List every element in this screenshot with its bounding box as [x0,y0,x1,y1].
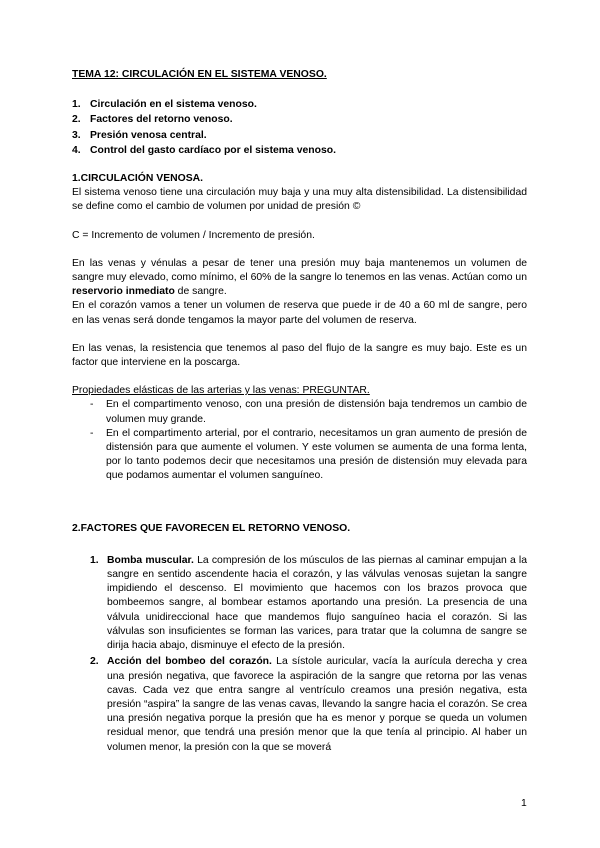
dash-marker: - [90,427,94,439]
toc-number: 1. [72,99,81,111]
toc-number: 3. [72,129,81,141]
toc-number: 2. [72,114,81,126]
toc-item [72,144,527,158]
factors-list [72,554,527,755]
bullet-item [72,427,527,484]
section-heading: 2.FACTORES QUE FAVORECEN EL RETORNO VENOSO. [72,522,351,534]
toc-item [72,129,527,143]
bullet-text: En el compartimento venoso, con una presión de distensión baja tendremos un cambio de volumen muy grande. [106,399,527,425]
page-title: TEMA 12: CIRCULACIÓN EN EL SISTEMA VENOSO. [72,69,327,80]
subheading: Propiedades elásticas de las arterias y las venas: PREGUNTAR. [72,385,370,397]
section-heading: 1.CIRCULACIÓN VENOSA. [72,173,204,185]
item-text: La sístole auricular, vacía la aurícula derecha y crea una presión negativa, que favorece la aspiración de la sangre que retorna por las venas cavas. Cada vez que entra sangre al ventrículo creamos una presión negativa, esta presión “aspira” la sangre de las venas cavas, llevando la sangre hacia el corazón. Se crea una presión negativa porque la presión que ha es menor y porque se queda un volumen residual menor, que tendrá una presión menor que la que tenía al principio. Al haber un volumen menor, la presión con la que se moverá [107,656,527,753]
dash-marker: - [90,399,94,411]
paragraph: El sistema venoso tiene una circulación muy baja y una muy alta distensibilidad. La distensibilidad se define como el cambio de volumen por unidad de presión © [72,187,527,213]
table-of-contents [72,98,527,158]
list-item [72,655,527,754]
toc-text: Presión venosa central. [90,129,207,141]
paragraph-text: En las venas y vénulas a pesar de tener una presión muy baja mantenemos un volumen de sangre muy elevado, como mínimo, el 60% de la sangre lo tenemos en las venas. Actúan como un [72,257,527,284]
item-number: 1. [90,554,99,566]
toc-item [72,113,527,127]
toc-number: 4. [72,144,81,156]
bullet-text: En el compartimento arterial, por el contrario, necesitamos un gran aumento de presión de distensión para que aumente el volumen. Y este volumen se aumenta de una forma lenta, por lo tanto podemos decir que necesitamos una presión de distensión muy elevada para que podamos aumentar el volumen sanguíneo. [106,427,527,482]
bold-term: reservorio inmediato [72,286,175,298]
item-number: 2. [90,656,99,668]
paragraph: En el corazón vamos a tener un volumen de reserva que puede ir de 40 a 60 ml de sangre, pero en las venas será donde tengamos la mayor parte del volumen de reserva. [72,300,527,326]
bullet-item [72,398,527,426]
paragraph-text: de sangre. [174,286,227,298]
paragraph [72,257,527,300]
document-page [72,68,527,757]
page-number: 1 [521,798,527,809]
toc-text: Factores del retorno venoso. [90,114,233,126]
item-lead: Acción del bombeo del corazón. [107,656,272,668]
item-lead: Bomba muscular. [107,554,194,566]
list-item [72,554,527,653]
toc-text: Circulación en el sistema venoso. [90,99,257,111]
toc-text: Control del gasto cardíaco por el sistema venoso. [90,144,336,156]
item-text: La compresión de los músculos de las piernas al caminar empujan a la sangre en sentido ascendente hacia el corazón, y las válvulas venosas sujetan la sangre impidiendo el descenso. El movimiento que hacemos con los brazos provoca que bombeemos sangre, al bombear estamos aportando una presión. La presencia de una válvula unidireccional hace que mandemos flujo sanguíneo hacia el corazón. Si las válvulas son insuficientes se forman las varices, para tratar que la columna de sangre se dirija hacia abajo, disminuye el efecto de la presión. [107,554,527,652]
toc-item [72,98,527,112]
formula: C = Incremento de volumen / Incremento de presión. [72,229,315,241]
paragraph: En las venas, la resistencia que tenemos al paso del flujo de la sangre es muy bajo. Este es un factor que interviene en la poscarga. [72,342,527,369]
